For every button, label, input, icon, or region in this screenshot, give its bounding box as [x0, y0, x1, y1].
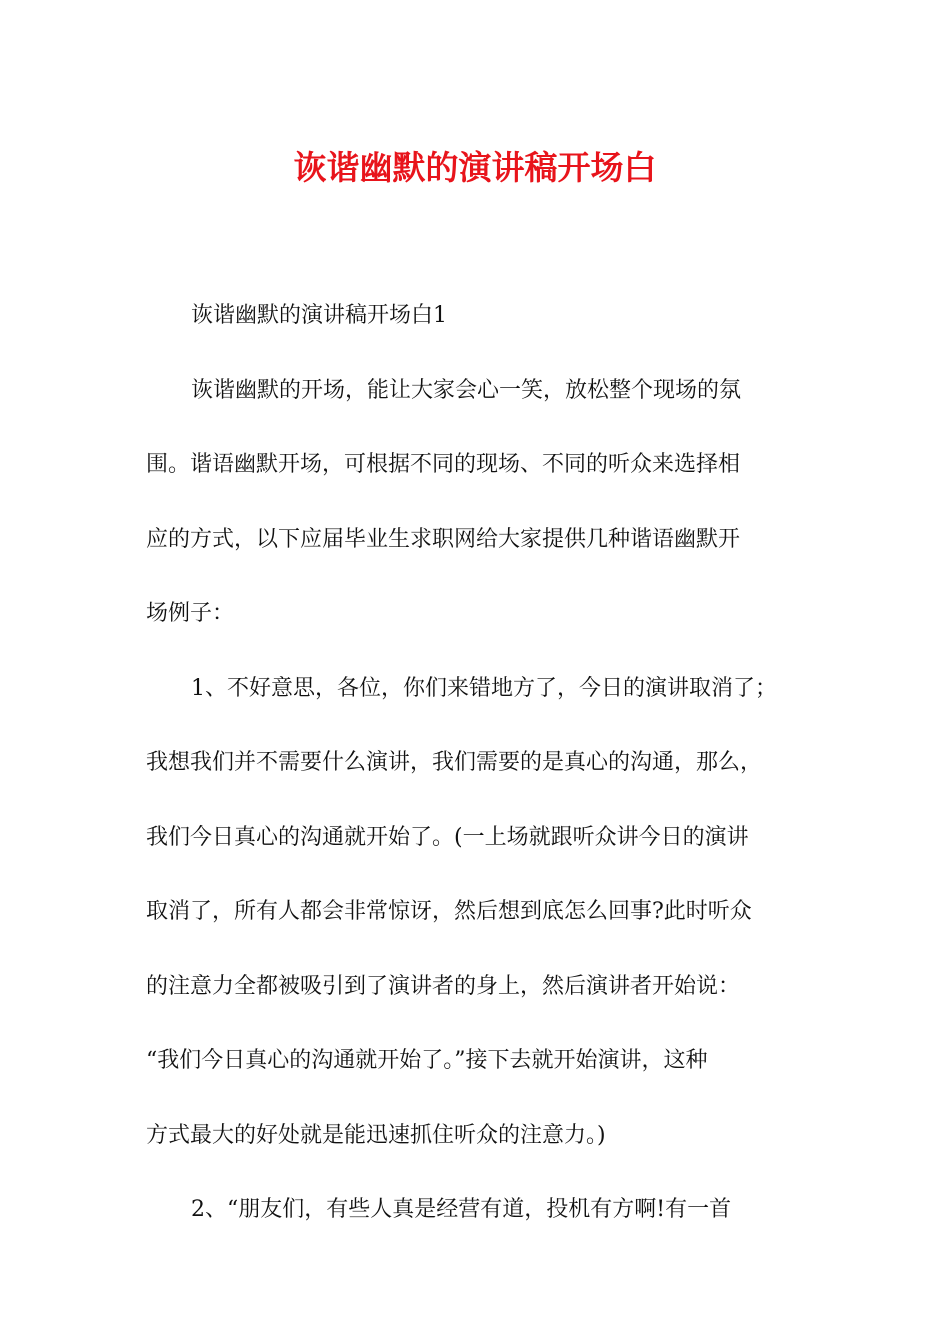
section-heading: 诙谐幽默的演讲稿开场白1 — [191, 303, 447, 328]
document-title: 诙谐幽默的演讲稿开场白 — [293, 148, 657, 187]
paragraph-line: 应的方式，以下应届毕业生求职网给大家提供几种谐语幽默开 — [146, 526, 741, 552]
paragraph-line: 2、“朋友们，有些人真是经营有道，投机有方啊!有一首 — [191, 1197, 732, 1222]
paragraph-line: 围。谐语幽默开场，可根据不同的现场、不同的听众来选择相 — [146, 452, 741, 477]
paragraph-line: 诙谐幽默的开场，能让大家会心一笑，放松整个现场的氛 — [191, 377, 742, 403]
paragraph-line: “我们今日真心的沟通就开始了。”接下去就开始演讲，这种 — [146, 1048, 708, 1073]
paragraph-line: 取消了，所有人都会非常惊讶，然后想到底怎么回事?此时听众 — [146, 899, 752, 924]
paragraph-line: 场例子： — [146, 601, 235, 626]
paragraph-line: 方式最大的好处就是能迅速抓住听众的注意力。) — [146, 1122, 606, 1148]
document-body — [146, 279, 826, 1248]
paragraph-line: 我们今日真心的沟通就开始了。(一上场就跟听众讲今日的演讲 — [146, 824, 749, 850]
paragraph-line: 1、不好意思，各位，你们来错地方了，今日的演讲取消了； — [191, 675, 777, 701]
paragraph-line: 我想我们并不需要什么演讲，我们需要的是真心的沟通，那么， — [146, 750, 763, 775]
paragraph-line: 的注意力全都被吸引到了演讲者的身上，然后演讲者开始说： — [146, 973, 741, 999]
